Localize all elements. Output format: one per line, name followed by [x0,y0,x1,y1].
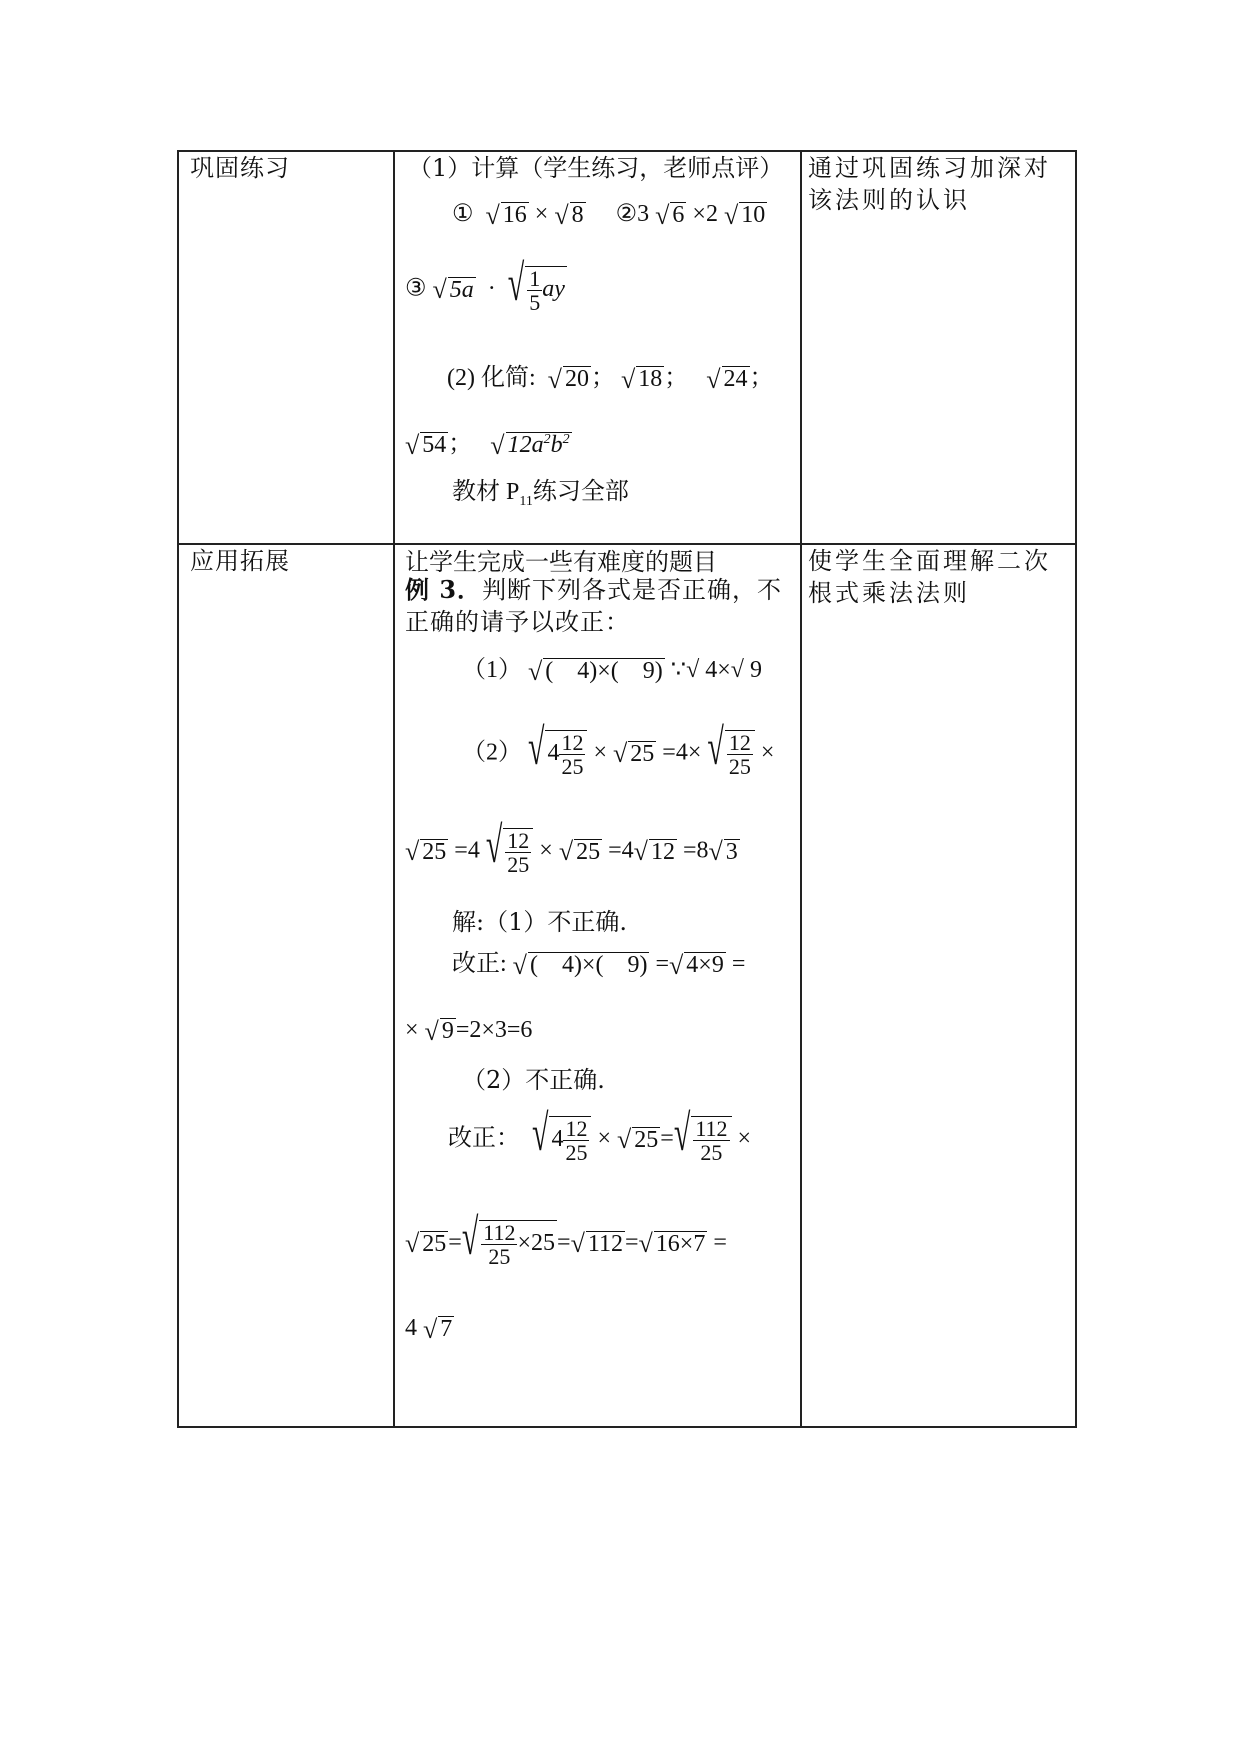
separator: ； [664,365,689,391]
row1-topic: 巩固练习 [190,154,290,182]
sqrt-16: √ 16 [485,200,527,230]
denominator: 25 [488,1244,511,1270]
numerator: 112 [695,1116,728,1141]
radicand: 25 [576,839,601,865]
sqrt-fraction-times: √ $\frac{112}{25}$ ×25 [461,1209,556,1270]
radicand: 10 [741,202,766,229]
radicand: 5a [449,277,474,303]
example-text: 判断下列各式是否正确，不正确的请予以改正： [405,576,783,636]
radicand: 3 [725,839,738,865]
radicand-part: 12a [507,432,544,459]
row1-intro: （1）计算（学生练习，老师点评） [408,154,784,182]
sqrt-9: √ 9 [424,1016,454,1046]
table-border-right [1075,150,1077,1428]
row2-purpose: 使学生全面理解二次根式乘法法则 [808,547,1051,607]
sqrt-4x9: √ 4×9 [669,950,724,980]
equals-expression: =8 [682,837,709,864]
sqrt-18: √ 18 [620,364,663,394]
fraction [559,731,585,778]
question-label: （1） [462,657,522,683]
times-sign: × [539,837,553,864]
sqrt-16x7: √ 16×7 [638,1229,706,1259]
sqrt-fraction: √ $\frac{1}{5}$ ay [507,255,565,316]
sqrt-25: √ 25 [613,739,655,769]
whole-part: 4 [547,740,560,767]
row2-fix-2-continued [405,1209,727,1270]
dot-operator: · [487,275,496,302]
radicand: 4×9 [686,952,724,979]
radicand: 12 [650,839,675,865]
multiplier: ×25 [517,1230,556,1257]
equals-expression: =4 [608,837,634,864]
sqrt-fraction: √ $\frac{112}{25}$ [674,1116,732,1164]
question-label: （2） [462,739,522,766]
numerator: 1 [529,266,541,291]
page-number: 11 [519,493,533,509]
radicand: 25 [422,1231,447,1257]
times-sign: × [593,739,608,766]
radicand: 25 [634,1127,659,1153]
sqrt-112: √ 112 [570,1229,623,1259]
equals-expression: =4× [662,739,702,766]
fraction [505,829,531,876]
row2-fix-1 [452,952,745,979]
row2-final-answer [405,1316,454,1343]
row1-simplify-line2 [405,432,572,459]
denominator: 25 [700,1140,723,1166]
sqrt-25: √ 25 [617,1125,659,1155]
radicand: 112 [587,1231,623,1257]
fraction [727,731,753,778]
equals-expression: =4 [454,837,480,864]
equals-sign: = [448,1229,462,1256]
separator: ； [448,431,473,457]
radicand: 25 [422,839,447,865]
times-sign: × [737,1125,752,1152]
table-border-left [177,150,179,1428]
radicand: 6 [672,202,685,229]
sqrt-54: √ 54 [405,430,447,460]
fix-label: 改正: [452,951,507,977]
numerator: 12 [507,828,530,853]
radicand-part: b [550,432,563,459]
row2-example [405,574,785,638]
equals-sign: = [660,1125,674,1152]
denominator: 5 [529,290,541,316]
table-border-bottom [177,1426,1077,1428]
row2-topic: 应用拓展 [190,547,290,575]
denominator: 25 [561,754,584,780]
coefficient: 4 [405,1315,417,1341]
row2-q2 [462,719,775,780]
row1-purpose: 通过巩固练习加深对该法则的认识 [808,154,1051,214]
radicand: 25 [630,741,655,767]
sqrt-25: √ 25 [405,837,447,867]
row2-intro: 让学生完成一些有难度的题目 [405,548,717,576]
row2-q1 [462,658,762,685]
radicand: 18 [638,366,663,393]
row1-textbook-note [452,480,629,509]
fraction [563,1117,589,1164]
times-sign: × [405,1017,419,1043]
textbook-label: 教材 P [452,479,520,505]
numerator: 112 [483,1220,516,1245]
sqrt-fraction: √ $\frac{12}{25}$ [486,828,533,876]
sqrt-mixed-fraction: √ 4 $\frac{12}{25}$ [532,1116,591,1164]
sqrt-20: √ 20 [547,364,589,394]
row2-fix-2 [448,1105,752,1166]
numerator: 12 [728,730,751,755]
radicand: 16 [502,202,527,229]
denominator: 25 [507,852,530,878]
row1-simplify-line1 [447,366,774,393]
sqrt-10: √ 10 [723,200,766,230]
equals-sign: = [731,951,746,977]
sqrt-25: √ 25 [405,1229,447,1259]
row2-fix-1-continued [405,1018,532,1045]
result: =2×3=6 [455,1017,533,1043]
equals-sign: = [624,1229,639,1256]
sqrt-q1: √ ( 4)×( 9) [528,656,663,686]
sqrt-fraction: √ $\frac{12}{25}$ [707,730,754,778]
times-sign: ×2 [692,201,718,227]
sqrt-25: √ 25 [558,837,601,867]
fraction [481,1221,517,1268]
column-divider-1 [393,150,395,1428]
whole-part: 4 [551,1126,564,1153]
sqrt-12a2b2: √ $12a^2b^2$ [490,430,570,460]
radicand: 20 [564,366,589,393]
example-label: 例 3． [405,575,483,604]
row1-calc-line2 [405,255,567,316]
times-sign: × [534,201,549,227]
sqrt-12: √ 12 [633,837,675,867]
sqrt-5a: √ 5a [432,275,474,305]
radicand: 54 [422,432,447,459]
times-sign: × [597,1125,612,1152]
row2-solution-2: （2）不正确. [462,1066,605,1094]
fix-label: 改正： [448,1125,520,1152]
fraction [527,267,542,314]
radicand: ( 4)×( 9) [529,952,648,979]
times-sign: × [760,739,775,766]
radicand: 9 [441,1018,454,1045]
column-divider-2 [800,150,802,1428]
radicand: 8 [571,202,584,229]
separator: ； [590,365,615,391]
sqrt-mixed-fraction: √ 4 $\frac{12}{25}$ [528,730,587,778]
item-marker: ③ [405,275,427,302]
variable: ay [542,276,565,303]
sqrt-fix1: √ ( 4)×( 9) [512,950,648,980]
item-marker: ① [452,201,474,227]
row2-q2-continued [405,817,740,878]
rhs-expression: ∵√ 4×√ 9 [670,657,762,683]
separator: ； [749,365,774,391]
textbook-tail: 练习全部 [532,479,629,505]
row2-solution-1: 解:（1）不正确. [452,908,627,936]
equals-sign: = [655,951,670,977]
sqrt-7: √ 7 [423,1314,453,1344]
numerator: 12 [561,730,584,755]
row1-calc-line1 [452,202,767,229]
part-label: (2) 化简: [447,365,536,391]
radicand: 16×7 [655,1231,706,1257]
denominator: 25 [728,754,751,780]
equals-sign: = [557,1229,571,1256]
sqrt-8: √ 8 [554,200,584,230]
item-marker: ②3 [615,201,650,227]
equals-sign: = [713,1229,727,1256]
radicand: 7 [440,1316,453,1343]
sqrt-3: √ 3 [708,837,738,867]
radicand: ( 4)×( 9) [545,658,663,685]
numerator: 12 [565,1116,588,1141]
denominator: 25 [565,1140,588,1166]
sqrt-6: √ 6 [655,200,685,230]
fraction [693,1117,729,1164]
sqrt-24: √ 24 [706,364,748,394]
radicand: 24 [723,366,748,393]
